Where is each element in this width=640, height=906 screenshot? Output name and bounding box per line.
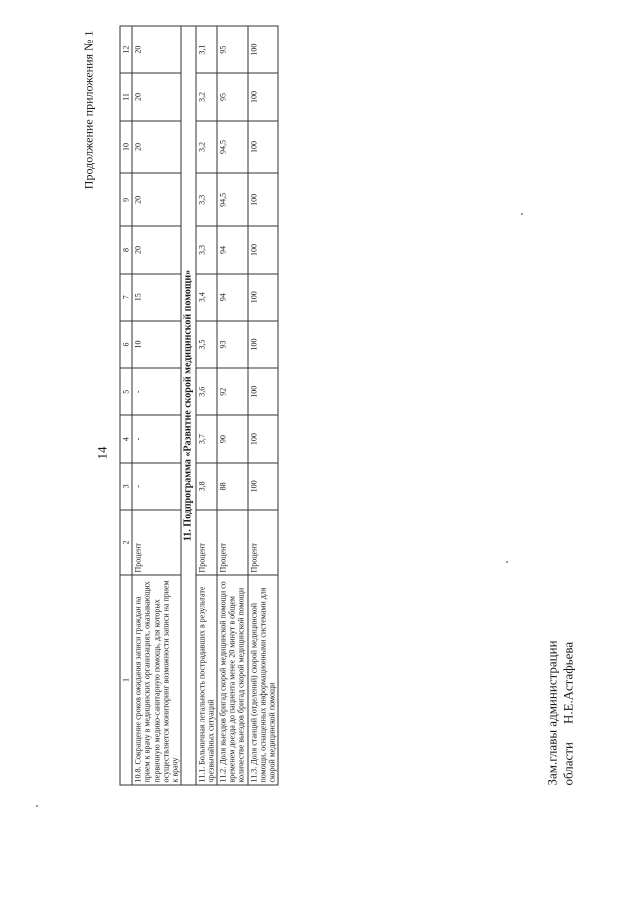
header-cell: 11 [120, 73, 132, 120]
indicator-name: 11.2. Доля выездов бригад скорой медицинской помощи со временем доезда до пациента менее 20 минут в общем количестве выездов бригад скорой медицинской помощи [217, 575, 248, 785]
header-cell: 8 [120, 226, 132, 273]
value-cell: 94,5 [217, 121, 248, 174]
value-cell: - [132, 415, 181, 462]
header-cell: 4 [120, 415, 132, 462]
scan-speck [36, 805, 38, 807]
signature-block [545, 640, 576, 785]
value-cell: 100 [248, 368, 279, 415]
signature-region: области [560, 742, 576, 786]
header-cell: 12 [120, 26, 132, 73]
value-cell: 94,5 [217, 173, 248, 226]
scan-speck [521, 213, 523, 215]
value-cell: 20 [132, 73, 181, 120]
value-cell: 90 [217, 415, 248, 462]
rotated-content [0, 1, 640, 906]
indicator-unit: Процент [217, 510, 248, 575]
value-cell: 100 [248, 274, 279, 321]
value-cell: 100 [248, 226, 279, 273]
value-cell: 3,2 [196, 121, 217, 174]
table-row [132, 26, 181, 785]
signature-name: Н.Е.Астафьева [560, 641, 576, 725]
value-cell: 94 [217, 226, 248, 273]
indicator-unit: Процент [132, 510, 181, 575]
value-cell: 3,4 [196, 274, 217, 321]
value-cell: 92 [217, 368, 248, 415]
header-row [120, 26, 132, 785]
value-cell: 3,6 [196, 368, 217, 415]
value-cell: 15 [132, 274, 181, 321]
indicator-name: 11.1. Больничная летальность пострадавших в результате чрезвычайных ситуаций [196, 575, 217, 785]
value-cell: 100 [248, 321, 279, 368]
value-cell: 100 [248, 463, 279, 510]
indicator-unit: Процент [196, 510, 217, 575]
value-cell: 93 [217, 321, 248, 368]
appendix-note: Продолжение приложения № 1 [81, 30, 96, 190]
value-cell: 3,1 [196, 26, 217, 73]
value-cell: 20 [132, 173, 181, 226]
subprogram-title: 11. Подпрограмма «Развитие скорой медицинской помощи» [181, 26, 196, 785]
value-cell: 3,3 [196, 226, 217, 273]
value-cell: 3,2 [196, 73, 217, 120]
value-cell: 100 [248, 173, 279, 226]
indicator-name: 11.3. Доля станций (отделений) скорой медицинской помощи, оснащенных информационными системами для скорой медицинской помощи [248, 575, 279, 785]
value-cell: 88 [217, 463, 248, 510]
value-cell: 100 [248, 26, 279, 73]
scan-speck [506, 561, 508, 563]
value-cell: 3,3 [196, 173, 217, 226]
indicators-table [120, 26, 279, 786]
value-cell: 3,8 [196, 463, 217, 510]
value-cell: 20 [132, 226, 181, 273]
header-cell: 2 [120, 510, 132, 575]
header-cell: 7 [120, 274, 132, 321]
indicator-name: 10.8. Сокращение сроков ожидания записи граждан на прием к врачу в медицинских организациях, оказывающих первичную медико-санитарную помощь, для которых осуществляется мониторинг возможности записи на прием к врачу [132, 575, 181, 785]
header-cell: 1 [120, 575, 132, 785]
value-cell: 100 [248, 415, 279, 462]
value-cell: 20 [132, 26, 181, 73]
header-cell: 3 [120, 463, 132, 510]
header-cell: 10 [120, 121, 132, 174]
value-cell: 95 [217, 73, 248, 120]
value-cell: 95 [217, 26, 248, 73]
value-cell: 3,7 [196, 415, 217, 462]
table-row [248, 26, 279, 785]
header-cell: 9 [120, 173, 132, 226]
value-cell: 100 [248, 73, 279, 120]
subprogram-row [181, 26, 196, 785]
value-cell: - [132, 368, 181, 415]
value-cell: - [132, 463, 181, 510]
value-cell: 20 [132, 121, 181, 174]
value-cell: 94 [217, 274, 248, 321]
indicator-unit: Процент [248, 510, 279, 575]
value-cell: 10 [132, 321, 181, 368]
header-cell: 5 [120, 368, 132, 415]
value-cell: 100 [248, 121, 279, 174]
page-number: 14 [94, 446, 110, 460]
value-cell: 3,5 [196, 321, 217, 368]
header-cell: 6 [120, 321, 132, 368]
table-row [217, 26, 248, 785]
table-row [196, 26, 217, 785]
signature-row [560, 640, 576, 785]
signature-title: Зам.главы администрации [544, 640, 560, 786]
